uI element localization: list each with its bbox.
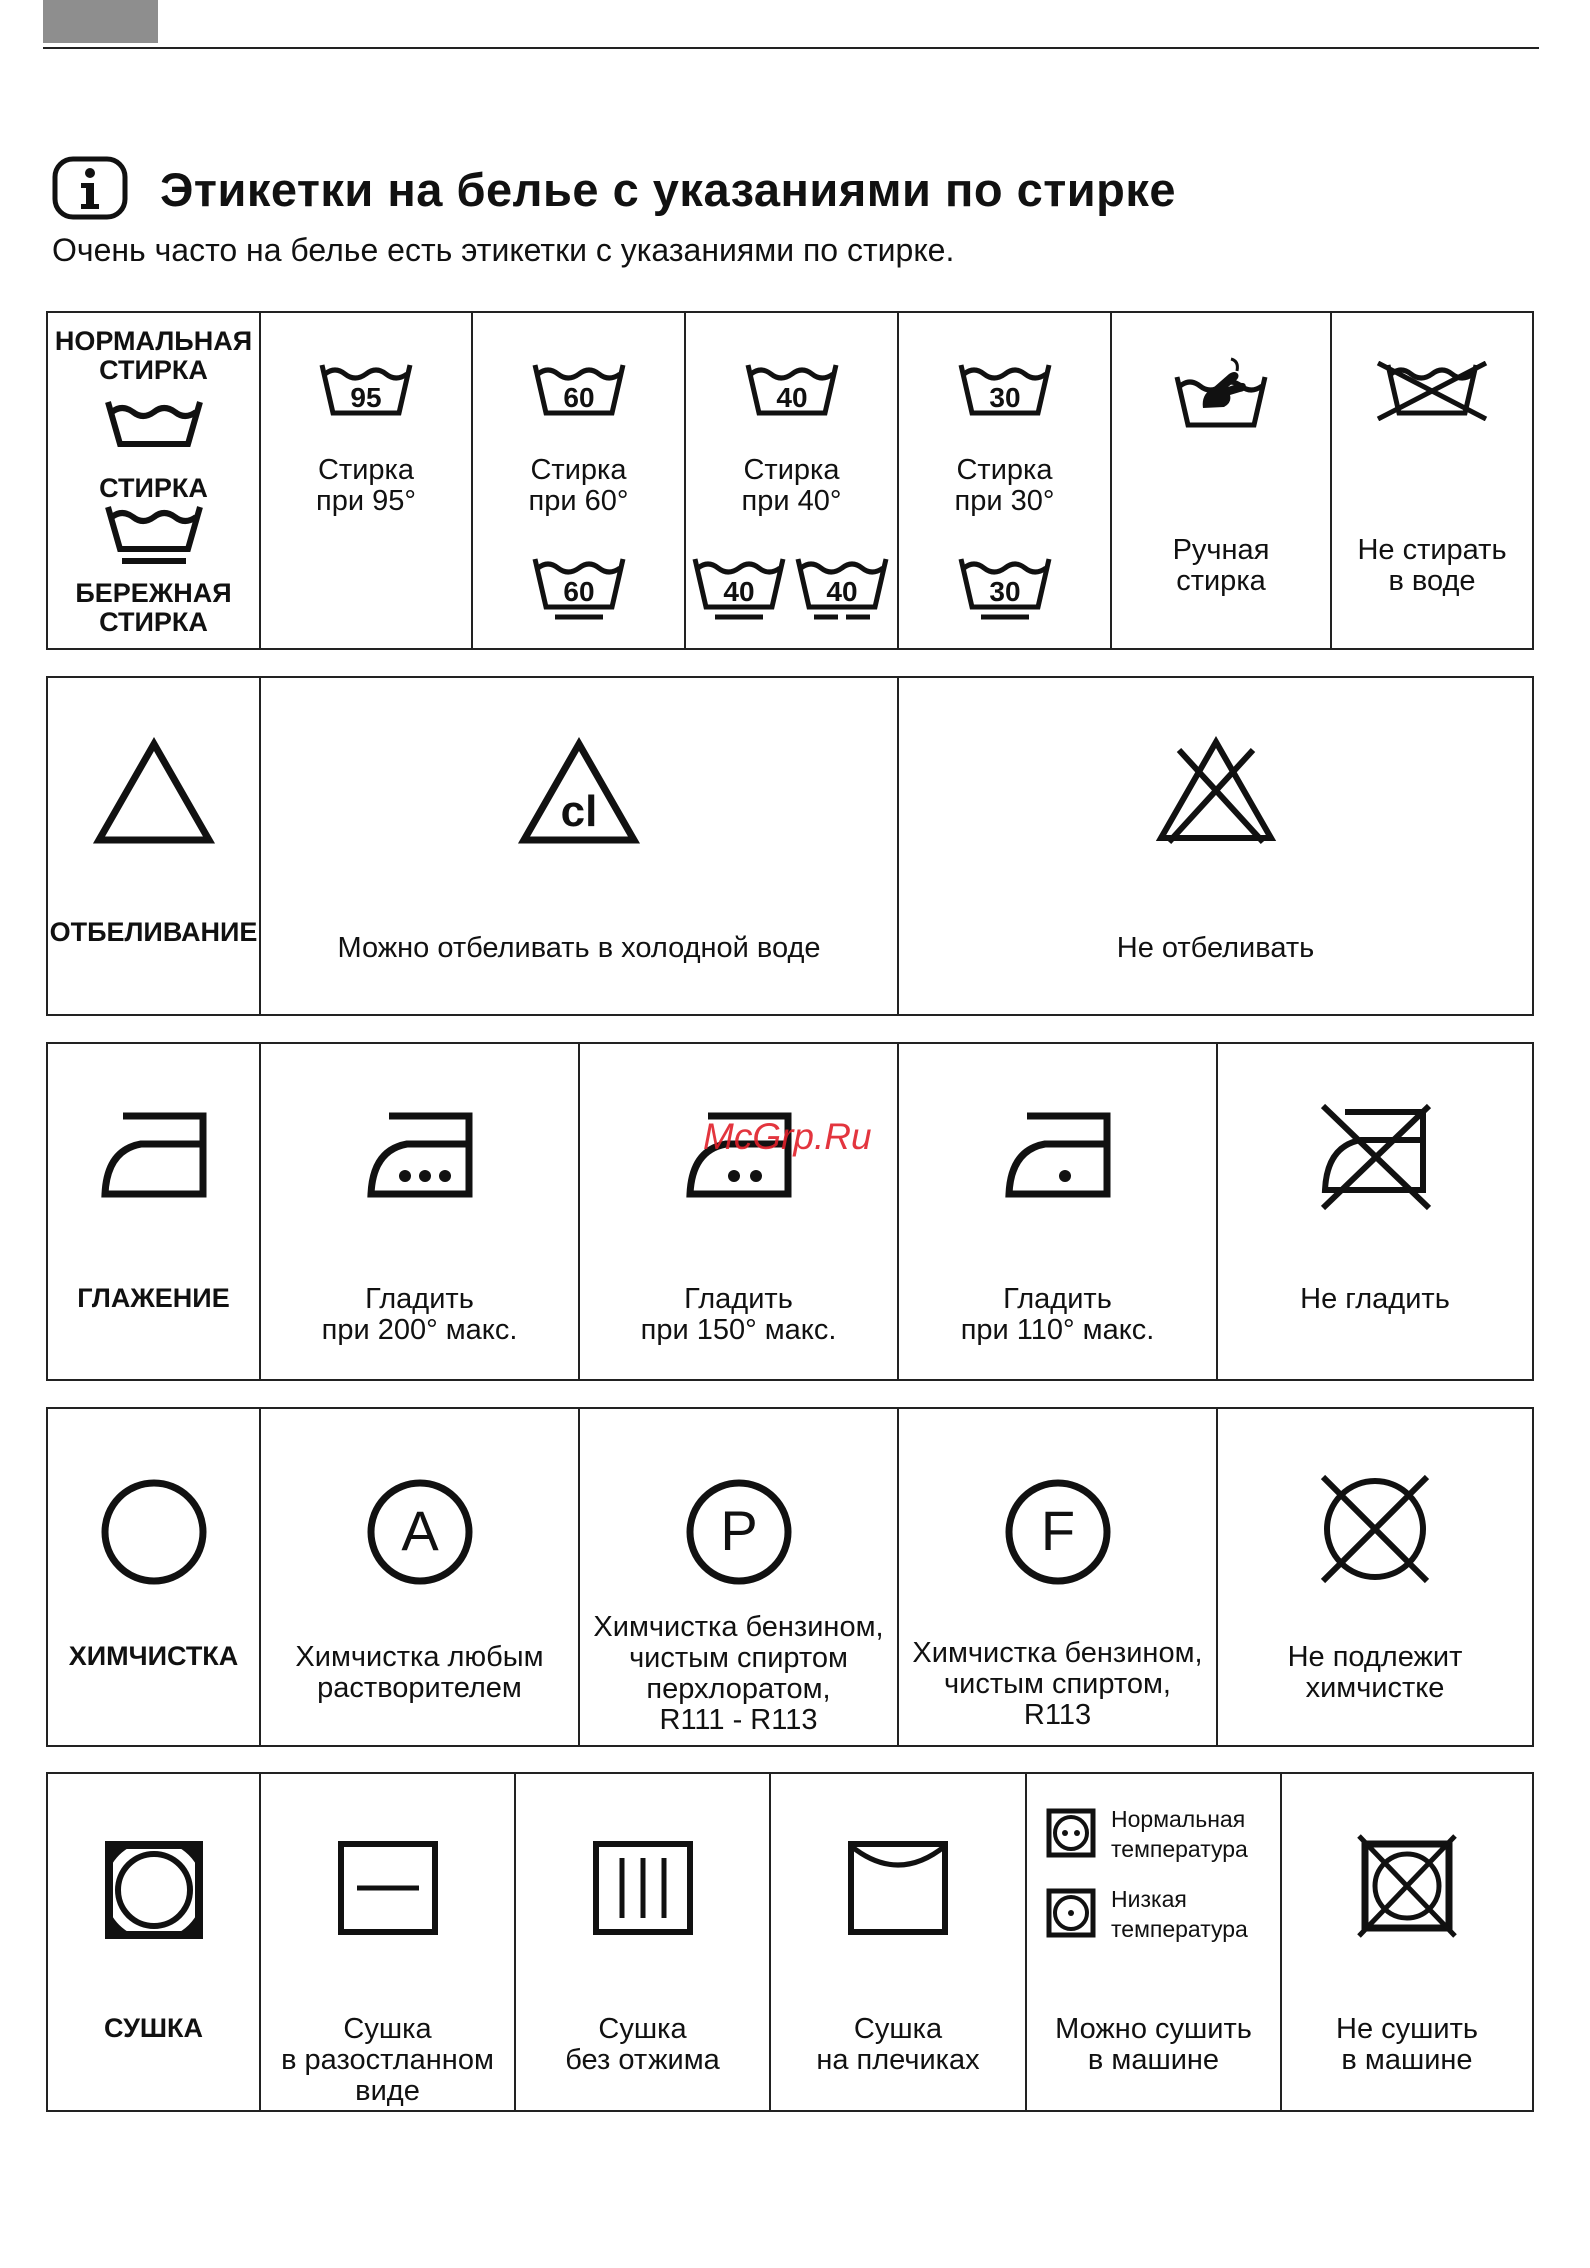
wash-tub-very-gentle-icon <box>794 555 890 621</box>
bleaching-table <box>46 676 1534 1016</box>
wash-40-cell <box>684 313 897 648</box>
info-icon <box>52 156 128 220</box>
dry-clean-letter-p: P <box>719 1499 758 1562</box>
do-not-tumble-dry-label-1: Не сушить <box>1336 2013 1478 2045</box>
wash-60-label-2: при 60° <box>528 485 629 517</box>
do-not-iron-label: Не гладить <box>1300 1283 1450 1315</box>
do-not-wash-label-2: в воде <box>1388 565 1476 597</box>
dry-cleaning-table <box>46 1407 1534 1747</box>
iron-110-label-1: Гладить <box>1003 1283 1112 1315</box>
category-drying: СУШКА <box>103 2013 204 2043</box>
top-rule <box>43 47 1539 49</box>
dry-clean-p-label-1: Химчистка бензином, <box>593 1611 884 1643</box>
dry-clean-p-label-2: чистым спиртом <box>629 1642 848 1674</box>
wash-30-label-2: при 30° <box>954 485 1055 517</box>
do-not-tumble-dry-cell <box>1280 1774 1532 2110</box>
wash-temp-40-very-gentle: 40 <box>826 576 858 607</box>
iron-one-dot-icon <box>1003 1110 1113 1200</box>
wash-temp-60-gentle: 60 <box>562 576 595 607</box>
dry-clean-letter-f: F <box>1040 1499 1075 1562</box>
line-dry-icon <box>847 1840 949 1936</box>
dryer-icon <box>104 1840 204 1940</box>
iron-150-cell <box>578 1044 897 1379</box>
do-not-wash-cell <box>1330 313 1532 648</box>
wash-tub-icon <box>744 361 840 417</box>
drip-dry-icon <box>592 1840 694 1936</box>
category-gentle-line1: БЕРЕЖНАЯ <box>75 578 232 608</box>
wash-temp-95: 95 <box>350 382 382 413</box>
iron-200-cell <box>259 1044 578 1379</box>
dry-clean-p-cell <box>578 1409 897 1745</box>
drip-dry-cell <box>514 1774 769 2110</box>
wash-tub-icon <box>957 361 1053 417</box>
tumble-dry-label-2: в машине <box>1087 2044 1220 2076</box>
wash-95-cell <box>259 313 471 648</box>
tumble-dry-low-icon <box>1046 1888 1096 1938</box>
dry-clean-f-label-2: чистым спиртом, <box>944 1668 1171 1700</box>
wash-60-label-1: Стирка <box>530 454 627 486</box>
hand-wash-label-2: стирка <box>1176 565 1266 597</box>
chlorine-bleach-cell <box>259 678 897 1014</box>
dry-clean-f-label-1: Химчистка бензином, <box>912 1637 1203 1669</box>
dry-flat-icon <box>337 1840 439 1936</box>
category-normal-line1: НОРМАЛЬНАЯ <box>54 326 253 356</box>
tumble-low-label-1: Низкая <box>1111 1886 1187 1912</box>
drying-table <box>46 1772 1534 2112</box>
bleach-triangle-icon <box>91 736 217 846</box>
washing-table <box>46 311 1534 650</box>
tumble-dry-normal-icon <box>1046 1808 1096 1858</box>
dry-flat-cell <box>259 1774 514 2110</box>
wash-30-cell <box>897 313 1110 648</box>
do-not-dry-clean-icon <box>1317 1471 1433 1587</box>
tumble-normal-label-1: Нормальная <box>1111 1806 1246 1832</box>
tumble-normal-label-2: температура <box>1111 1836 1248 1862</box>
wash-60-cell <box>471 313 684 648</box>
wash-40-label-1: Стирка <box>743 454 840 486</box>
dry-clean-a-icon <box>365 1477 475 1587</box>
do-not-bleach-icon <box>1153 730 1279 846</box>
drip-dry-label-2: без отжима <box>565 2044 720 2076</box>
category-bleaching: ОТБЕЛИВАНИЕ <box>49 917 258 947</box>
iron-110-cell <box>897 1044 1216 1379</box>
dry-clean-letter-a: A <box>400 1499 439 1562</box>
dry-clean-f-icon <box>1003 1477 1113 1587</box>
dry-flat-label-2: в разостланном <box>281 2044 494 2076</box>
do-not-bleach-label: Не отбеливать <box>1116 932 1315 964</box>
iron-200-label-2: при 200° макс. <box>321 1314 518 1346</box>
iron-three-dots-icon <box>365 1110 475 1200</box>
tumble-low-label-2: температура <box>1111 1916 1248 1942</box>
chlorine-symbol-text: cl <box>560 787 598 836</box>
wash-tub-icon <box>318 361 414 417</box>
drying-category-cell <box>48 1774 259 2110</box>
do-not-dry-clean-cell <box>1216 1409 1532 1745</box>
wash-temp-40-gentle: 40 <box>723 576 755 607</box>
wash-95-label-1: Стирка <box>317 454 414 486</box>
category-dry-cleaning: ХИМЧИСТКА <box>68 1641 239 1671</box>
line-dry-label-2: на плечиках <box>816 2044 980 2076</box>
do-not-iron-cell <box>1216 1044 1532 1379</box>
hand-wash-icon <box>1173 353 1269 429</box>
watermark: McGrp.Ru <box>703 1116 872 1157</box>
drip-dry-label-1: Сушка <box>598 2013 687 2045</box>
wash-temp-40: 40 <box>775 382 808 413</box>
dry-clean-a-cell <box>259 1409 578 1745</box>
bleaching-category-cell <box>48 678 259 1014</box>
wash-95-label-2: при 95° <box>316 485 416 517</box>
line-dry-label-1: Сушка <box>853 2013 943 2045</box>
dry-cleaning-category-cell <box>48 1409 259 1745</box>
wash-tub-gentle-icon <box>531 555 627 621</box>
iron-150-label-1: Гладить <box>684 1283 793 1315</box>
wash-tub-gentle-icon <box>957 555 1053 621</box>
page-subtitle: Очень часто на белье есть этикетки с указаниями по стирке. <box>52 232 955 268</box>
page-title: Этикетки на белье с указаниями по стирке <box>160 163 1177 216</box>
chlorine-bleach-icon <box>516 736 642 846</box>
do-not-tumble-dry-label-2: в машине <box>1341 2044 1473 2076</box>
dry-flat-label-1: Сушка <box>343 2013 432 2045</box>
wash-30-label-1: Стирка <box>956 454 1053 486</box>
tumble-dry-cell <box>1025 1774 1280 2110</box>
iron-110-label-2: при 110° макс. <box>960 1314 1155 1346</box>
washing-category-cell <box>48 313 259 648</box>
wash-tub-gentle-icon <box>691 555 787 621</box>
category-wash: СТИРКА <box>99 473 208 503</box>
dry-clean-f-label-3: R113 <box>1023 1699 1092 1731</box>
wash-temp-60: 60 <box>562 382 595 413</box>
chlorine-bleach-label: Можно отбеливать в холодной воде <box>337 932 821 964</box>
wash-tub-normal-icon <box>104 398 204 448</box>
dry-clean-circle-icon <box>99 1477 209 1587</box>
wash-tub-gentle-icon <box>104 503 204 565</box>
ironing-table <box>46 1042 1534 1381</box>
do-not-dry-clean-label-2: химчистке <box>1305 1672 1445 1704</box>
category-normal-line2: СТИРКА <box>99 355 208 385</box>
wash-temp-30-gentle: 30 <box>988 576 1021 607</box>
dry-clean-a-label-2: растворителем <box>317 1672 522 1704</box>
dry-clean-p-icon <box>684 1477 794 1587</box>
iron-200-label-1: Гладить <box>365 1283 474 1315</box>
hand-wash-label-1: Ручная <box>1172 534 1270 566</box>
category-ironing: ГЛАЖЕНИЕ <box>77 1283 230 1313</box>
do-not-wash-icon <box>1374 361 1490 421</box>
wash-tub-icon <box>531 361 627 417</box>
iron-150-label-2: при 150° макс. <box>640 1314 837 1346</box>
dry-clean-p-label-3: перхлоратом, <box>646 1673 831 1705</box>
iron-icon <box>99 1110 209 1200</box>
line-dry-cell <box>769 1774 1025 2110</box>
category-gentle-line2: СТИРКА <box>99 607 208 637</box>
dry-clean-f-cell <box>897 1409 1216 1745</box>
do-not-tumble-dry-icon <box>1357 1834 1457 1938</box>
hand-wash-cell <box>1110 313 1330 648</box>
do-not-bleach-cell <box>897 678 1532 1014</box>
dry-clean-p-label-4: R111 - R113 <box>659 1704 818 1736</box>
wash-temp-30: 30 <box>988 382 1021 413</box>
dry-clean-a-label-1: Химчистка любым <box>295 1641 544 1673</box>
ironing-category-cell <box>48 1044 259 1379</box>
do-not-dry-clean-label-1: Не подлежит <box>1287 1641 1463 1673</box>
wash-40-label-2: при 40° <box>741 485 842 517</box>
do-not-iron-icon <box>1313 1100 1437 1212</box>
page-tab-marker <box>43 0 158 43</box>
tumble-dry-label-1: Можно сушить <box>1055 2013 1252 2045</box>
dry-flat-label-3: виде <box>355 2075 420 2107</box>
do-not-wash-label-1: Не стирать <box>1357 534 1507 566</box>
